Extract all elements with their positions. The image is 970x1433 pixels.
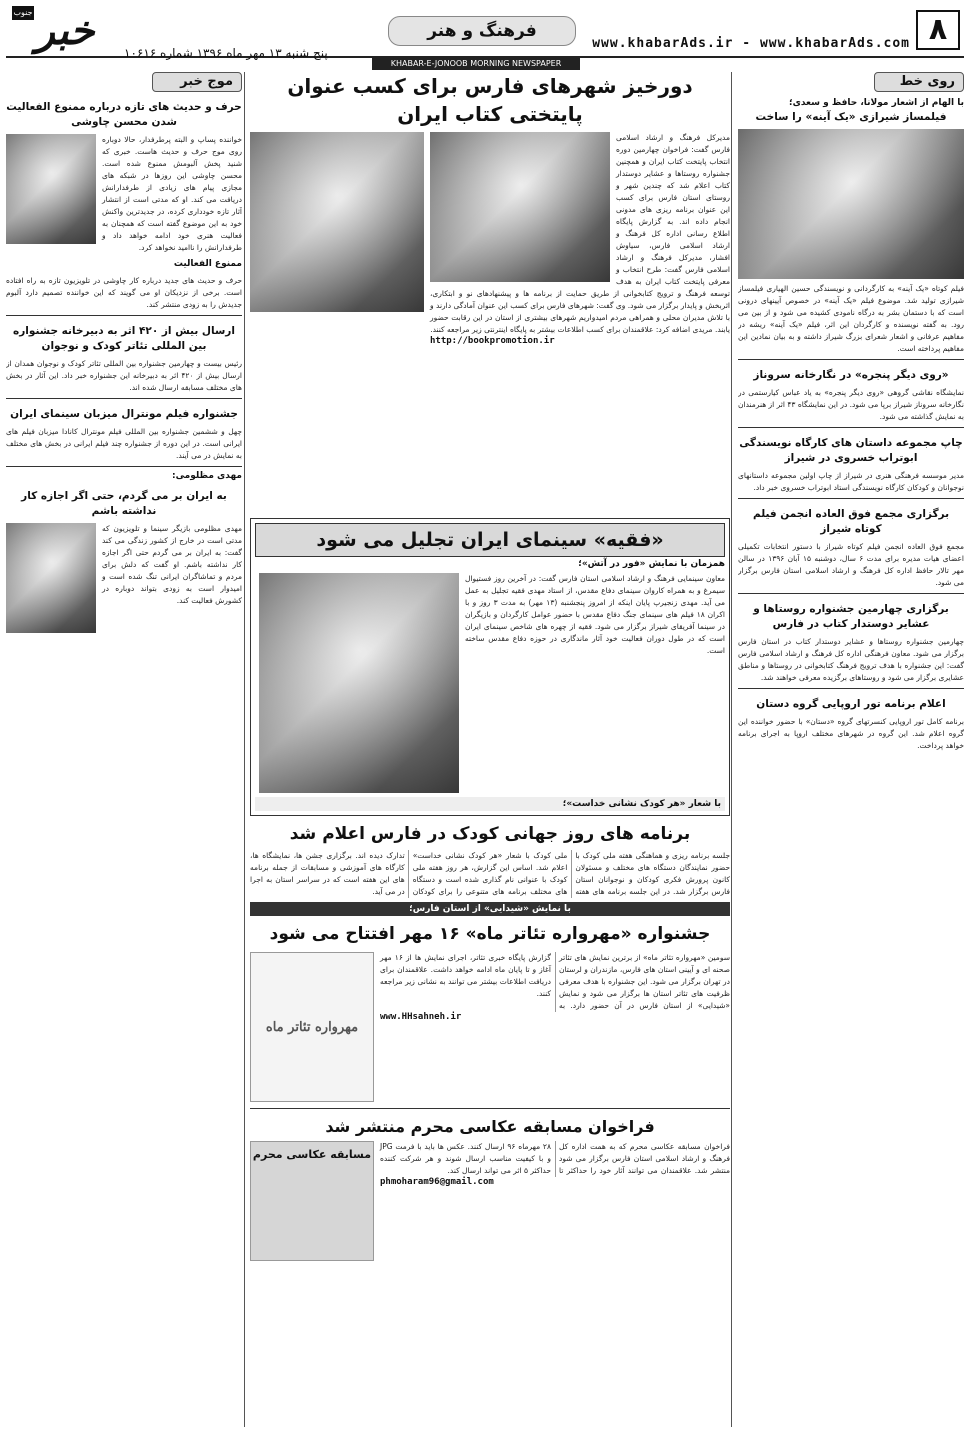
subtitle-bar: KHABAR-E-JONOOB MORNING NEWSPAPER <box>372 58 580 70</box>
left-column <box>6 72 242 1427</box>
news1-body2: حرف و حدیث های جدید درباره کار چاوشی در تلویزیون تازه به راه افتاده است. برخی از نزدیکان او می گویند که این خواننده تصمیم دارد آلبوم جدیدش را به زودی منتشر کند. <box>6 276 242 309</box>
intro-pretitle: با الهام از اشعار مولانا، حافظ و سعدی؛ <box>789 98 964 108</box>
news5-title: برگزاری چهارمین جشنواره روستاها و عشایر دوستدار کتاب در فارس <box>753 603 949 630</box>
column-divider <box>731 72 732 1427</box>
page-header <box>6 6 964 58</box>
site-url[interactable]: www.khabarAds.ir - www.khabarAds.com <box>592 36 910 51</box>
faghih-title: «فقیه» سینمای ایران تجلیل می شود <box>316 529 664 551</box>
intro-body: فیلم کوتاه «یک آینه» به کارگردانی و نویسندگی حسین الهیاری فیلمساز شیرازی تولید شد. موضوع فیلم «یک آینه» در خصوص آیینهای درونی است که با دستمان بشر به درگاه نامودی کشیده می شود و از بین می رود. به گفته نویسنده و کارگردان این اثر، فیلم «یک آینه» ریشه در مفاهیم عرفانی و اشعار شعرای بزرگ شیراز داشته و به بیان نمادین این مفاهیم پرداخته است. <box>738 284 964 353</box>
contest-title: فراخوان مسابقه عکاسی محرم منتشر شد <box>325 1117 655 1136</box>
news2-title: «روی دیگر پنجره» در نگارخانه سروناز <box>753 369 949 381</box>
news6-title: اعلام برنامه تور اروپایی گروه دستان <box>756 698 946 710</box>
news4-title: به ایران بر می گردم، حتی اگر اجازه کار نداشته باشم <box>21 490 227 517</box>
theater-url[interactable]: www.HHsahneh.ir <box>380 1012 462 1022</box>
news2-body: رئیس بیست و چهارمین جشنواره بین المللی تئاتر کودک و نوجوان همدان از ارسال بیش از ۴۲۰ اثر به دبیرخانه این جشنواره خبر داد. این آثار در بخش های مختلف مسابقه ارسال شده اند. <box>6 359 242 392</box>
lead-url[interactable]: http://bookpromotion.ir <box>430 336 555 346</box>
theater-title: جشنواره «مهرواره تئاتر ماه» ۱۶ مهر افتتاح می شود <box>269 924 711 944</box>
news1-title: حرف و حدیث های تازه درباره ممنوع الفعالیت شدن محسن چاوشی <box>6 101 242 128</box>
lead-body: مدیرکل فرهنگ و ارشاد اسلامی فارس گفت: فراخوان چهارمین دوره انتخاب پایتخت کتاب ایران و همچنین جشنواره روستاها و عشایر دوستدار کتاب اعلام شد که چندین شهر و روستای استان فارس برای کسب این عنوان برنامه ریزی های مدونی انجام داده اند. به گزارش پایگاه اطلاع رسانی اداره کل فرهنگ و ارشاد اسلامی فارس، سیاوش افشار، مدیرکل فرهنگ و ارشاد اسلامی فارس گفت: طرح انتخاب و معرفی پایتخت کتاب ایران به هدف توسعه فرهنگ و ترویج کتابخوانی از طریق حمایت از برنامه ها و پیشنهادهای نو و ابتکاری، اثربخش و پایدار برگزار می شود. وی گفت: شهرهای فارس برای کسب این عنوان آمادگی دارند و با تلاش مدیران محلی و همراهی مردم امیدواریم شهرهای بیشتری از استان در این رقابت حضور یابند. مریدی اضافه کرد: علاقمندان برای کسب اطلاعات بیشتر به پایگاه اینترنتی زیر مراجعه کنند. <box>430 133 730 334</box>
news6-body: برنامه کامل تور اروپایی کنسرتهای گروه «دستان» با حضور خواننده این گروه اعلام شد. این گروه در شهرهای مختلف اروپا به اجرای برنامه خواهد پرداخت. <box>738 717 964 750</box>
news4-body: مجمع فوق العاده انجمن فیلم کوتاه شیراز با دستور انتخابات تکمیلی اعضای هیات مدیره برای مدت ۶ سال، دوشنبه ۱۵ آبان ۱۳۹۶ در سالن مهر تالار حافظ اداره کل فرهنگ و ارشاد اسلامی استان فارس برگزار می شود. <box>738 542 964 587</box>
middle-column <box>250 72 730 1427</box>
contest-poster: مسابقه عکاسی محرم <box>250 1141 374 1261</box>
logo-badge: جنوب <box>12 6 34 20</box>
chavoshi-photo <box>6 134 96 244</box>
news1-body: خواننده پساپ و البته پرطرفدار، حالا دوباره روی موج حرف و حدیث هاست. خبری که شنید پخش آلبومش ممنوع شده است. محسن چاوشی این روزها در شبکه های مجازی پیام های زیادی از طرفدارانش دریافت می کند. او که مدتی است از انتشار آثار تازه خودداری کرده، در جدیدترین واکنش خود به این موضوع گفته است که همچنان به فعالیت هنری خود ادامه خواهد داد و طرفدارانش را ناامید نخواهد کرد. <box>102 135 242 252</box>
faghih-portrait <box>259 573 459 793</box>
news3-body: مدیر موسسه فرهنگی هنری در شیراز از چاپ اولین مجموعه داستانهای نوجوانان و کودکان کارگاه نویسندگی استاد ابوتراب خسروی خبر داد. <box>738 471 964 492</box>
news4-pretitle: مهدی مظلومی: <box>171 471 242 481</box>
column-tag: روی خط <box>874 72 964 92</box>
news1-subhead: ممنوع الفعالیت <box>173 259 242 269</box>
faghih-banner <box>255 523 725 557</box>
faghih-pretitle: همزمان با نمایش «فور در آتش»؛ <box>578 559 725 569</box>
contest-body: فراخوان مسابقه عکاسی محرم که به همت اداره کل فرهنگ و ارشاد اسلامی استان فارس برگزار می شود منتشر شد. علاقمندان می توانند آثار خود را حداکثر تا ۲۸ مهرماه ۹۶ ارسال کنند. عکس ها باید با فرمت JPG و با کیفیت مناسب ارسال شوند و هر شرکت کننده حداکثر ۵ اثر می تواند ارسال کند. <box>380 1142 730 1175</box>
right-column <box>738 72 964 1427</box>
lead-title: دورخیز شهرهای فارس برای کسب عنوان پایتختی کتاب ایران <box>287 74 693 126</box>
dateline: پنج شنبه ۱۳ مهر ماه ۱۳۹۶ شماره ۱۰۶۱۶ <box>124 46 328 60</box>
theater-poster: مهرواره تئاتر ماه <box>250 952 374 1102</box>
news4-body: مهدی مظلومی بازیگر سینما و تلویزیون که مدتی است در خارج از کشور زندگی می کند گفت: به ایران بر می گردم حتی اگر اجازه کار نداشته باشم. او گفت که دلش برای مردم و تماشاگران ایرانی تنگ شده است و امیدوار است به زودی بتواند دوباره در کشورش فعالیت کند. <box>102 524 242 605</box>
news3-title: چاپ مجموعه داستان های کارگاه نویسندگی ابوتراب خسروی در شیراز <box>739 437 963 464</box>
kid-title: برنامه های روز جهانی کودک در فارس اعلام شد <box>289 824 691 844</box>
news5-body: چهارمین جشنواره روستاها و عشایر دوستدار کتاب در استان فارس برگزار می شود. معاون فرهنگی اداره کل فرهنگ و ارشاد اسلامی فارس گفت: این جشنواره با هدف ترویج فرهنگ کتابخوانی در روستاها و مناطق عشایری برگزار می شود و روستاهای برگزیده معرفی خواهند شد. <box>738 637 964 682</box>
column-divider <box>244 72 245 1427</box>
news3-body: چهل و ششمین جشنواره بین المللی فیلم مونترال کانادا میزبان فیلم های ایرانی است. در این دوره از جشنواره چند فیلم ایرانی در بخش های مختلف به نمایش در می آیند. <box>6 427 242 460</box>
theater-body: سومین «مهرواره تئاتر ماه» از برترین نمایش های تئاتر صحنه ای و آیینی استان های فارس، مازندران و لرستان در تهران برگزار می شود. این جشنواره با هدف معرفی ظرفیت های تئاتر استان ها برگزار می شود و نمایش «شیدایی» از استان فارس در آن حضور دارد. به گزارش پایگاه خبری تئاتر، اجرای نمایش ها از ۱۶ مهر آغاز و تا پایان ماه ادامه خواهد داشت. علاقمندان برای دریافت اطلاعات بیشتر می توانند به نشانی زیر مراجعه کنند. <box>380 953 730 1010</box>
book-photo <box>250 132 424 312</box>
official-portrait <box>430 132 610 282</box>
photo-caption: با شعار «هر کودک نشانی خداست»؛ <box>255 797 725 811</box>
news3-title: جشنواره فیلم مونترال میزبان سینمای ایران <box>10 408 238 420</box>
film-set-photo <box>738 129 964 279</box>
news2-body: نمایشگاه نقاشی گروهی «روی دیگر پنجره» به یاد عباس کیارستمی در نگارخانه سروناز شیراز برپا می شود. در این نمایشگاه ۴۳ اثر از هنرمندان به نمایش گذاشته می شود. <box>738 388 964 421</box>
column-tag: موج خبر <box>152 72 242 92</box>
newspaper-logo: خبر <box>35 7 95 54</box>
faghih-box <box>250 518 730 816</box>
page-number: ۸ <box>916 10 960 50</box>
theater-pretitle: با نمایش «شیدایی» از استان فارس؛ <box>250 902 730 916</box>
news2-title: ارسال بیش از ۴۲۰ اثر به دبیرخانه جشنواره بین المللی تئاتر کودک و نوجوان <box>13 325 235 352</box>
intro-title: فیلمساز شیرازی «یک آینه» را ساخت <box>755 111 947 123</box>
section-title: فرهنگ و هنر <box>388 16 576 46</box>
mazloumi-photo <box>6 523 96 633</box>
news4-title: برگزاری مجمع فوق العاده انجمن فیلم کوتاه شیراز <box>752 508 950 535</box>
faghih-body: معاون سینمایی فرهنگ و ارشاد اسلامی استان فارس گفت: در آخرین روز فستیوال سیمرغ و به همراه کاروان سینمای دفاع مقدس، از استاد مهدی فقیه تجلیل به عمل می آید. مهدی زنجیرپ پایان اینکه از امروز پنجشنبه (۱۳ مهر) به مدت ۳ روز و با اکران ۱۸ فیلم های سینمای جنگ دفاع مقدس با حضور عوامل کارگردان و بازیگران در سینما آفریقای شیراز برگزار می شود. فقیه از چهره های شاخص سینمای ایران است که در طول دوران فعالیت خود آثار ماندگاری در حوزه دفاع مقدس ساخته است. <box>465 574 726 655</box>
contest-email[interactable]: phmoharam96@gmail.com <box>380 1177 494 1187</box>
kid-body: جلسه برنامه ریزی و هماهنگی هفته ملی کودک با حضور نمایندگان دستگاه های مختلف و مسئولان کانون پرورش فکری کودکان و نوجوانان استان فارس برگزار شد. در این جلسه برنامه های هفته ملی کودک با شعار «هر کودک نشانی خداست» اعلام شد. اساس این گزارش، هر روز هفته ملی کودک با عنوانی نام گذاری شده است و دستگاه های مختلف برنامه های متنوعی را برای کودکان تدارک دیده اند. برگزاری جشن ها، نمایشگاه ها، کارگاه های آموزشی و مسابقات از جمله برنامه های این هفته است که در سراسر استان به اجرا در می آید. <box>250 851 730 896</box>
